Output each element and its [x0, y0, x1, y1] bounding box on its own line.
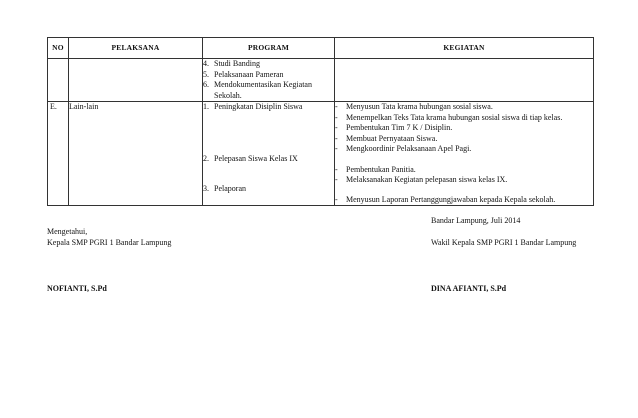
list-item [203, 154, 334, 165]
list-item: - Menempelkan Teks Tata krama hubungan sosial siswa di tiap kelas. [335, 112, 563, 122]
item-text: Pelaporan [214, 184, 246, 193]
cell-program [203, 59, 335, 102]
program-list [203, 102, 334, 195]
list-item: - Melaksanakan Kegiatan pelepasan siswa kelas IX. [335, 175, 508, 184]
right-signature-date: Bandar Lampung, Juli 2014 [431, 216, 521, 225]
cell-program [203, 102, 335, 206]
list-item: - Pembentukan Tim 7 K / Disiplin. [335, 123, 453, 132]
header-no: NO [48, 38, 69, 59]
list-item [203, 70, 334, 81]
item-text: Mendokumentasikan Kegiatan Sekolah. [214, 80, 312, 100]
cell-kegiatan [335, 59, 594, 102]
list-item: - Menyusun Laporan Pertanggungjawaban kepada Kepala sekolah. [335, 194, 556, 204]
item-text: Menyusun Tata krama hubungan sosial siswa. [346, 102, 493, 111]
program-table [47, 37, 594, 206]
item-number: 6. [203, 80, 209, 89]
list-item [203, 184, 334, 195]
item-text: Melaksanakan Kegiatan pelepasan siswa kelas IX. [346, 175, 508, 184]
kegiatan-list [335, 102, 593, 205]
item-text: Pembentukan Panitia. [346, 164, 416, 174]
item-text: Pelepasan Siswa Kelas IX [214, 153, 298, 163]
item-text: Peningkatan Disiplin Siswa [214, 102, 303, 111]
cell-pelaksana [69, 59, 203, 102]
principal-name: NOFIANTI, S.Pd [47, 284, 107, 293]
item-number: 2. [203, 153, 209, 163]
cell-kegiatan [335, 102, 594, 206]
list-item: - Mengkoordinir Pelaksanaan Apel Pagi. [335, 144, 472, 153]
list-item [203, 80, 334, 101]
header-program: PROGRAM [203, 38, 335, 59]
item-text: Mengkoordinir Pelaksanaan Apel Pagi. [346, 144, 472, 153]
table-header-row [48, 38, 594, 59]
header-kegiatan: KEGIATAN [335, 38, 594, 59]
table-row [48, 102, 594, 206]
list-item [203, 102, 334, 113]
cell-no: E. [48, 102, 69, 206]
list-item [203, 59, 334, 70]
item-text: Pelaksanaan Pameran [214, 69, 284, 79]
table-row [48, 59, 594, 102]
item-text: Menempelkan Teks Tata krama hubungan sosial siswa di tiap kelas. [346, 112, 563, 122]
item-text: Studi Banding [214, 59, 261, 68]
program-list [203, 59, 334, 101]
header-pelaksana: PELAKSANA [69, 38, 203, 59]
left-signature-block [47, 226, 171, 248]
vice-principal-name: DINA AFIANTI, S.Pd [431, 284, 507, 293]
cell-pelaksana: Lain-lain [69, 102, 203, 206]
acknowledgement-label: Mengetahui, [47, 227, 88, 236]
item-text: Pembentukan Tim 7 K / Disiplin. [346, 123, 453, 132]
item-number: 3. [203, 184, 209, 193]
item-number: 4. [203, 59, 209, 68]
list-item: - Menyusun Tata krama hubungan sosial siswa. [335, 102, 493, 111]
principal-title: Kepala SMP PGRI 1 Bandar Lampung [47, 238, 172, 247]
list-item: - Pembentukan Panitia. [335, 164, 416, 174]
list-item: - Membuat Pernyataan Siswa. [335, 133, 438, 143]
item-text: Menyusun Laporan Pertanggungjawaban kepada Kepala sekolah. [346, 194, 556, 204]
item-text: Membuat Pernyataan Siswa. [346, 133, 438, 143]
cell-no [48, 59, 69, 102]
item-number: 1. [203, 102, 209, 111]
vice-principal-title: Wakil Kepala SMP PGRI 1 Bandar Lampung [431, 238, 577, 247]
item-number: 5. [203, 69, 209, 79]
